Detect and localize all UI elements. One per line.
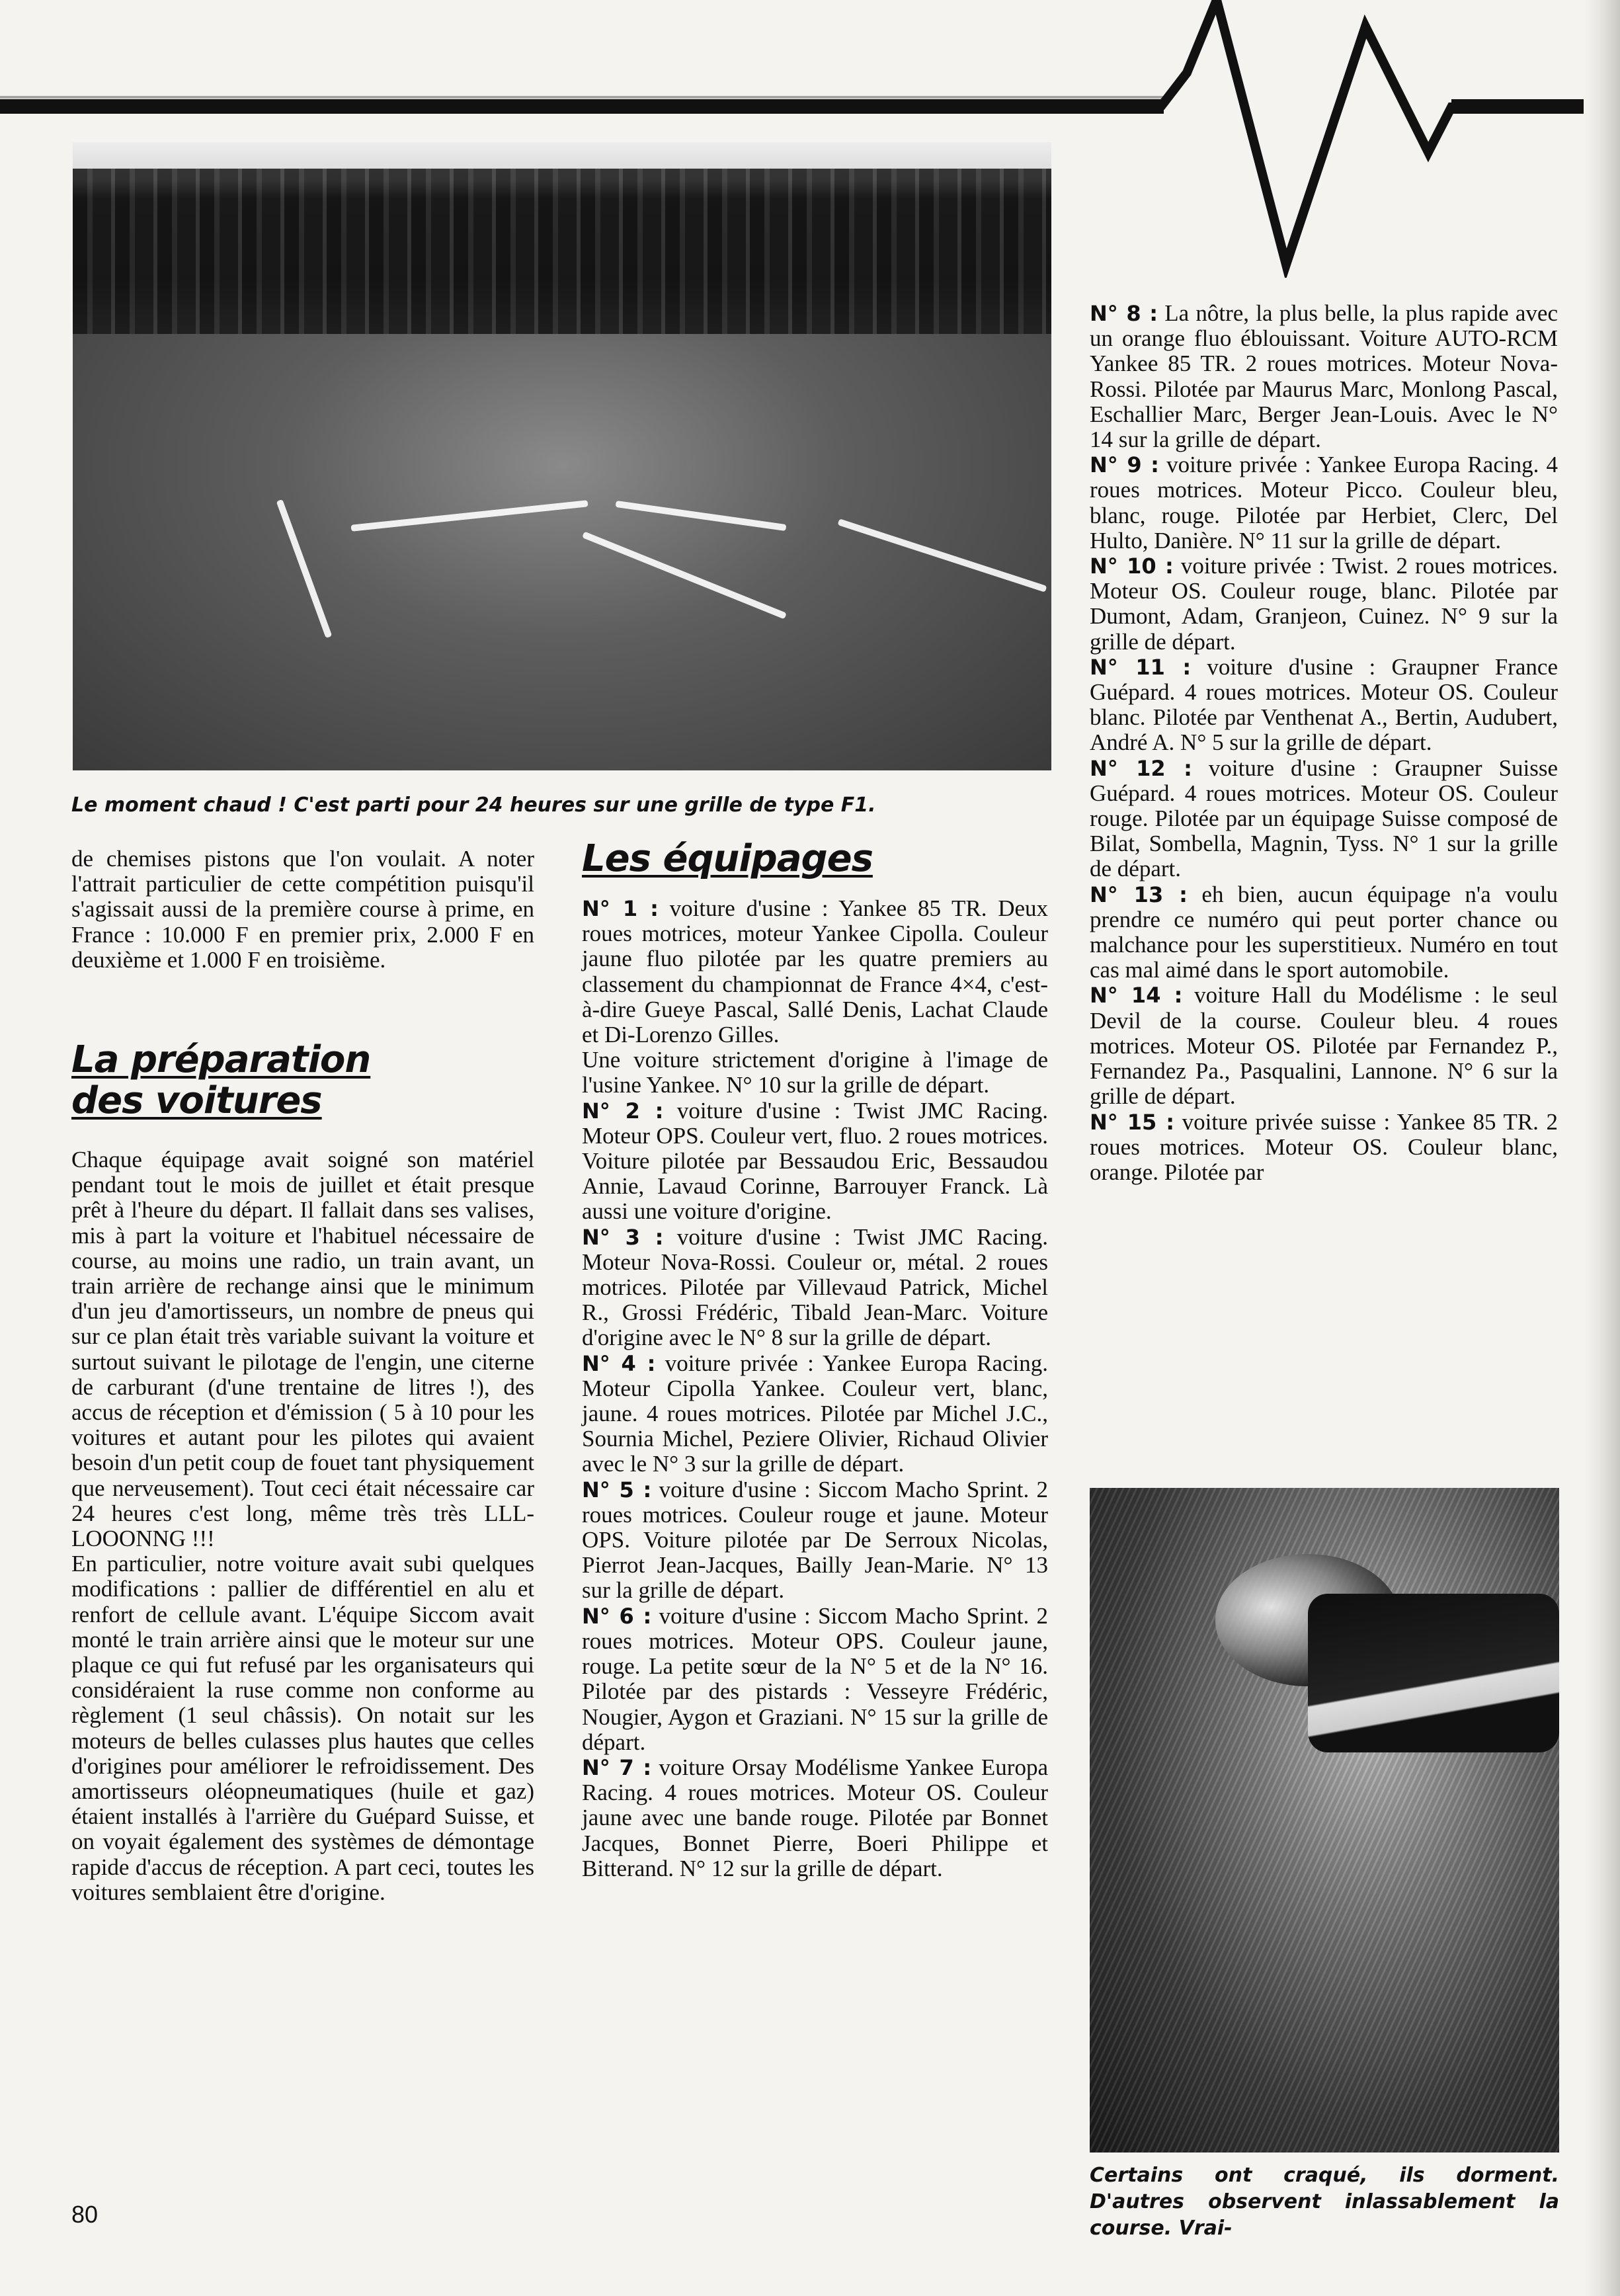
preparation-paragraph-2: En particulier, notre voiture avait subi quelques modifications : pallier de différentiel en alu et renfort de cellule avant. L'équipe Siccom avait monté le train arrière ainsi que le moteur sur une plaque ce qui fut refusé par les organisateurs qui considéraient la ruse comme non conforme au règlement (1 seul châssis). On notait sur les moteurs de belles culasses plus hautes que celles d'origines pour améliorer le refroidissement. Des amortisseurs oléopneumatiques (huile et gaz) étaient installés à l'arrière du Guépard Suisse, et on voyait également des systèmes de démontage rapide d'accus de réception. A part ceci, toutes les voitures semblaient être d'origine. <box>71 1551 534 1905</box>
top-photo-caption: Le moment chaud ! C'est parti pour 24 heures sur une grille de type F1. <box>71 794 876 817</box>
team-entry-10 <box>1090 554 1558 655</box>
team-number: N° 9 : <box>1090 452 1159 478</box>
team-entry-1-note <box>582 1047 1048 1098</box>
equipages-column-2 <box>582 896 1048 1881</box>
intro-paragraph <box>71 846 534 973</box>
team-entry-1 <box>582 896 1048 1047</box>
team-description: voiture d'usine : Yankee 85 TR. Deux roues motrices, moteur Yankee Cipolla. Couleur jaune fluo pilotée par les quatre premiers au classement du championnat de France 4×4, c'est-à-dire Gueye Pascal, Sallé Denis, Lachat Claude et Di-Lorenzo Gilles. <box>582 895 1049 1048</box>
team-number: N° 15 : <box>1090 1109 1175 1135</box>
sleeping-pilot-photo <box>1090 1488 1559 2152</box>
team-entry-12 <box>1090 756 1558 882</box>
preparation-heading-line2: des voitures <box>71 1079 322 1122</box>
team-entry-8 <box>1090 301 1558 452</box>
team-description: Une voiture strictement d'origine à l'image de l'usine Yankee. N° 10 sur la grille de départ. <box>582 1047 1048 1098</box>
team-number: N° 7 : <box>582 1754 652 1780</box>
team-number: N° 3 : <box>582 1224 664 1250</box>
team-description: La nôtre, la plus belle, la plus rapide avec un orange fluo éblouissant. Voiture AUTO-RCM Yankee 85 TR. 2 roues motrices. Moteur Nova-Rossi. Pilotée par Maurus Marc, Monlong Pascal, Eschallier Marc, Berger Jean-Louis. Avec le N° 14 sur la grille de départ. <box>1090 300 1559 453</box>
team-entry-2 <box>582 1098 1048 1225</box>
equipages-column-3 <box>1090 301 1558 1185</box>
team-number: N° 1 : <box>582 896 659 921</box>
team-entry-6 <box>582 1604 1048 1755</box>
team-description: voiture d'usine : Siccom Macho Sprint. 2 roues motrices. Couleur rouge et jaune. Moteur OPS. Voiture pilotée par De Serroux Nicolas, Pierrot Jean-Jacques, Bailly Jean-Marie. N° 13 sur la grille de départ. <box>582 1476 1049 1604</box>
team-entry-11 <box>1090 655 1558 756</box>
team-description: voiture d'usine : Twist JMC Racing. Moteur Nova-Rossi. Couleur or, métal. 2 roues motrices. Pilotée par Villevaud Patrick, Michel R., Grossi Frédéric, Tibald Jean-Marc. Voiture d'origine avec le N° 8 sur la grille de départ. <box>582 1223 1049 1351</box>
preparation-heading <box>71 1040 370 1122</box>
page-edge-shadow <box>1584 0 1620 2296</box>
race-start-photo <box>73 142 1051 770</box>
team-description: voiture Hall du Modélisme : le seul Devil de la course. Couleur bleu. 4 roues motrices. Moteur OS. Pilotée par Fernandez P., Fernandez Pa., Pasqualini, Lannone. N° 6 sur la grille de départ. <box>1090 982 1558 1110</box>
team-description: voiture privée : Twist. 2 roues motrices. Moteur OS. Couleur rouge, blanc. Pilotée par Dumont, Adam, Granjeon, Cuinez. N° 9 sur la grille de départ. <box>1090 553 1559 655</box>
team-description: voiture d'usine : Siccom Macho Sprint. 2 roues motrices. Moteur OPS. Couleur jaune, rouge. La petite sœur de la N° 5 et de la N° 16. Pilotée par des pistards : Vesseyre Frédéric, Nougier, Aygon et Graziani. N° 15 sur la grille de départ. <box>582 1602 1049 1755</box>
preparation-heading-line1: La préparation <box>71 1038 371 1081</box>
team-entry-9 <box>1090 452 1558 554</box>
team-number: N° 4 : <box>582 1350 656 1376</box>
team-number: N° 2 : <box>582 1098 664 1124</box>
team-description: voiture d'usine : Graupner Suisse Guépard. 4 roues motrices. Moteur OS. Couleur rouge. Pilotée par un équipage Suisse composé de Bilat, Sombella, Magnin, Tyss. N° 1 sur la grille de départ. <box>1090 755 1558 882</box>
team-description: voiture d'usine : Twist JMC Racing. Moteur OPS. Couleur vert, fluo. 2 roues motrices. Voiture pilotée par Bessaudou Eric, Bessaudou Annie, Lavaud Corinne, Barrouyer Franck. Là aussi une voiture d'origine. <box>582 1097 1049 1225</box>
team-number: N° 12 : <box>1090 755 1192 781</box>
team-description: voiture privée : Yankee Europa Racing. Moteur Cipolla Yankee. Couleur vert, blanc, jaune. 4 roues motrices. Pilotée par Michel J.C., Sournia Michel, Peziere Olivier, Richaud Olivier avec le N° 3 sur la grille de départ. <box>582 1350 1048 1477</box>
team-number: N° 5 : <box>582 1477 652 1502</box>
team-description: voiture Orsay Modélisme Yankee Europa Racing. 4 roues motrices. Moteur OS. Couleur jaune avec une bande rouge. Pilotée par Bonnet Jacques, Bonnet Pierre, Boeri Philippe et Bitterand. N° 12 sur la grille de départ. <box>582 1754 1048 1881</box>
team-entry-4 <box>582 1351 1048 1477</box>
equipages-heading-text: Les équipages <box>582 837 873 880</box>
team-number: N° 10 : <box>1090 554 1174 579</box>
team-entry-3 <box>582 1225 1048 1351</box>
team-number: N° 11 : <box>1090 654 1192 680</box>
preparation-paragraph-1: Chaque équipage avait soigné son matériel pendant tout le mois de juillet et était presque prêt à l'heure du départ. Il fallait dans ses valises, mis à part la voiture et l'habituel nécessaire de course, au moins une radio, un train avant, un train arrière de rechange ainsi que le minimum d'un jeu d'amortisseurs, un nombre de pneus qui sur ce plan était très variable suivant la voiture et surtout suivant le pilotage de l'engin, une citerne de carburant (d'une trentaine de litres !), des accus de réception et d'émission ( 5 à 10 pour les voitures et autant pour les pilotes qui avaient besoin d'un petit coup de fouet tant physiquement que nerveusement). Tout ceci était nécessaire car 24 heures c'est long, même très très LLL-LOOONNG !!! <box>71 1147 534 1552</box>
team-description: voiture d'usine : Graupner France Guépard. 4 roues motrices. Moteur OS. Couleur blanc. Pilotée par Venthenat A., Bertin, Audubert, André A. N° 5 sur la grille de départ. <box>1090 653 1558 756</box>
team-description: eh bien, aucun équipage n'a voulu prendre ce numéro qui peut porter chance ou malchance pour les superstitieux. Numéro en tout cas mal aimé dans le sport automobile. <box>1090 881 1558 983</box>
team-entry-14 <box>1090 983 1558 1109</box>
team-number: N° 13 : <box>1090 882 1188 907</box>
bottom-photo-caption: Certains ont craqué, ils dorment. D'autres observent inlassablement la course. Vrai- <box>1090 2164 1559 2240</box>
team-description: voiture privée : Yankee Europa Racing. 4 roues motrices. Moteur Picco. Couleur bleu, blanc, rouge. Pilotée par Herbiet, Clerc, Del Hulto, Danière. N° 11 sur la grille de départ. <box>1090 452 1558 554</box>
team-number: N° 14 : <box>1090 983 1183 1008</box>
intro-text: de chemises pistons que l'on voulait. A noter l'attrait particulier de cette compétition puisqu'il s'agissait aussi de la première course à prime, en France : 10.000 F en premier prix, 2.000 F en deuxième et 1.000 F en troisième. <box>71 846 534 973</box>
preparation-column <box>71 1147 534 1905</box>
team-entry-13 <box>1090 882 1558 983</box>
team-entry-7 <box>582 1755 1048 1881</box>
team-description: voiture privée suisse : Yankee 85 TR. 2 roues motrices. Moteur OS. Couleur blanc, orange. Pilotée par <box>1090 1108 1558 1185</box>
team-number: N° 8 : <box>1090 301 1158 326</box>
team-entry-15 <box>1090 1110 1558 1186</box>
team-entry-5 <box>582 1477 1048 1604</box>
equipages-heading <box>582 839 873 880</box>
team-number: N° 6 : <box>582 1603 652 1629</box>
page-number: 80 <box>71 2201 99 2228</box>
